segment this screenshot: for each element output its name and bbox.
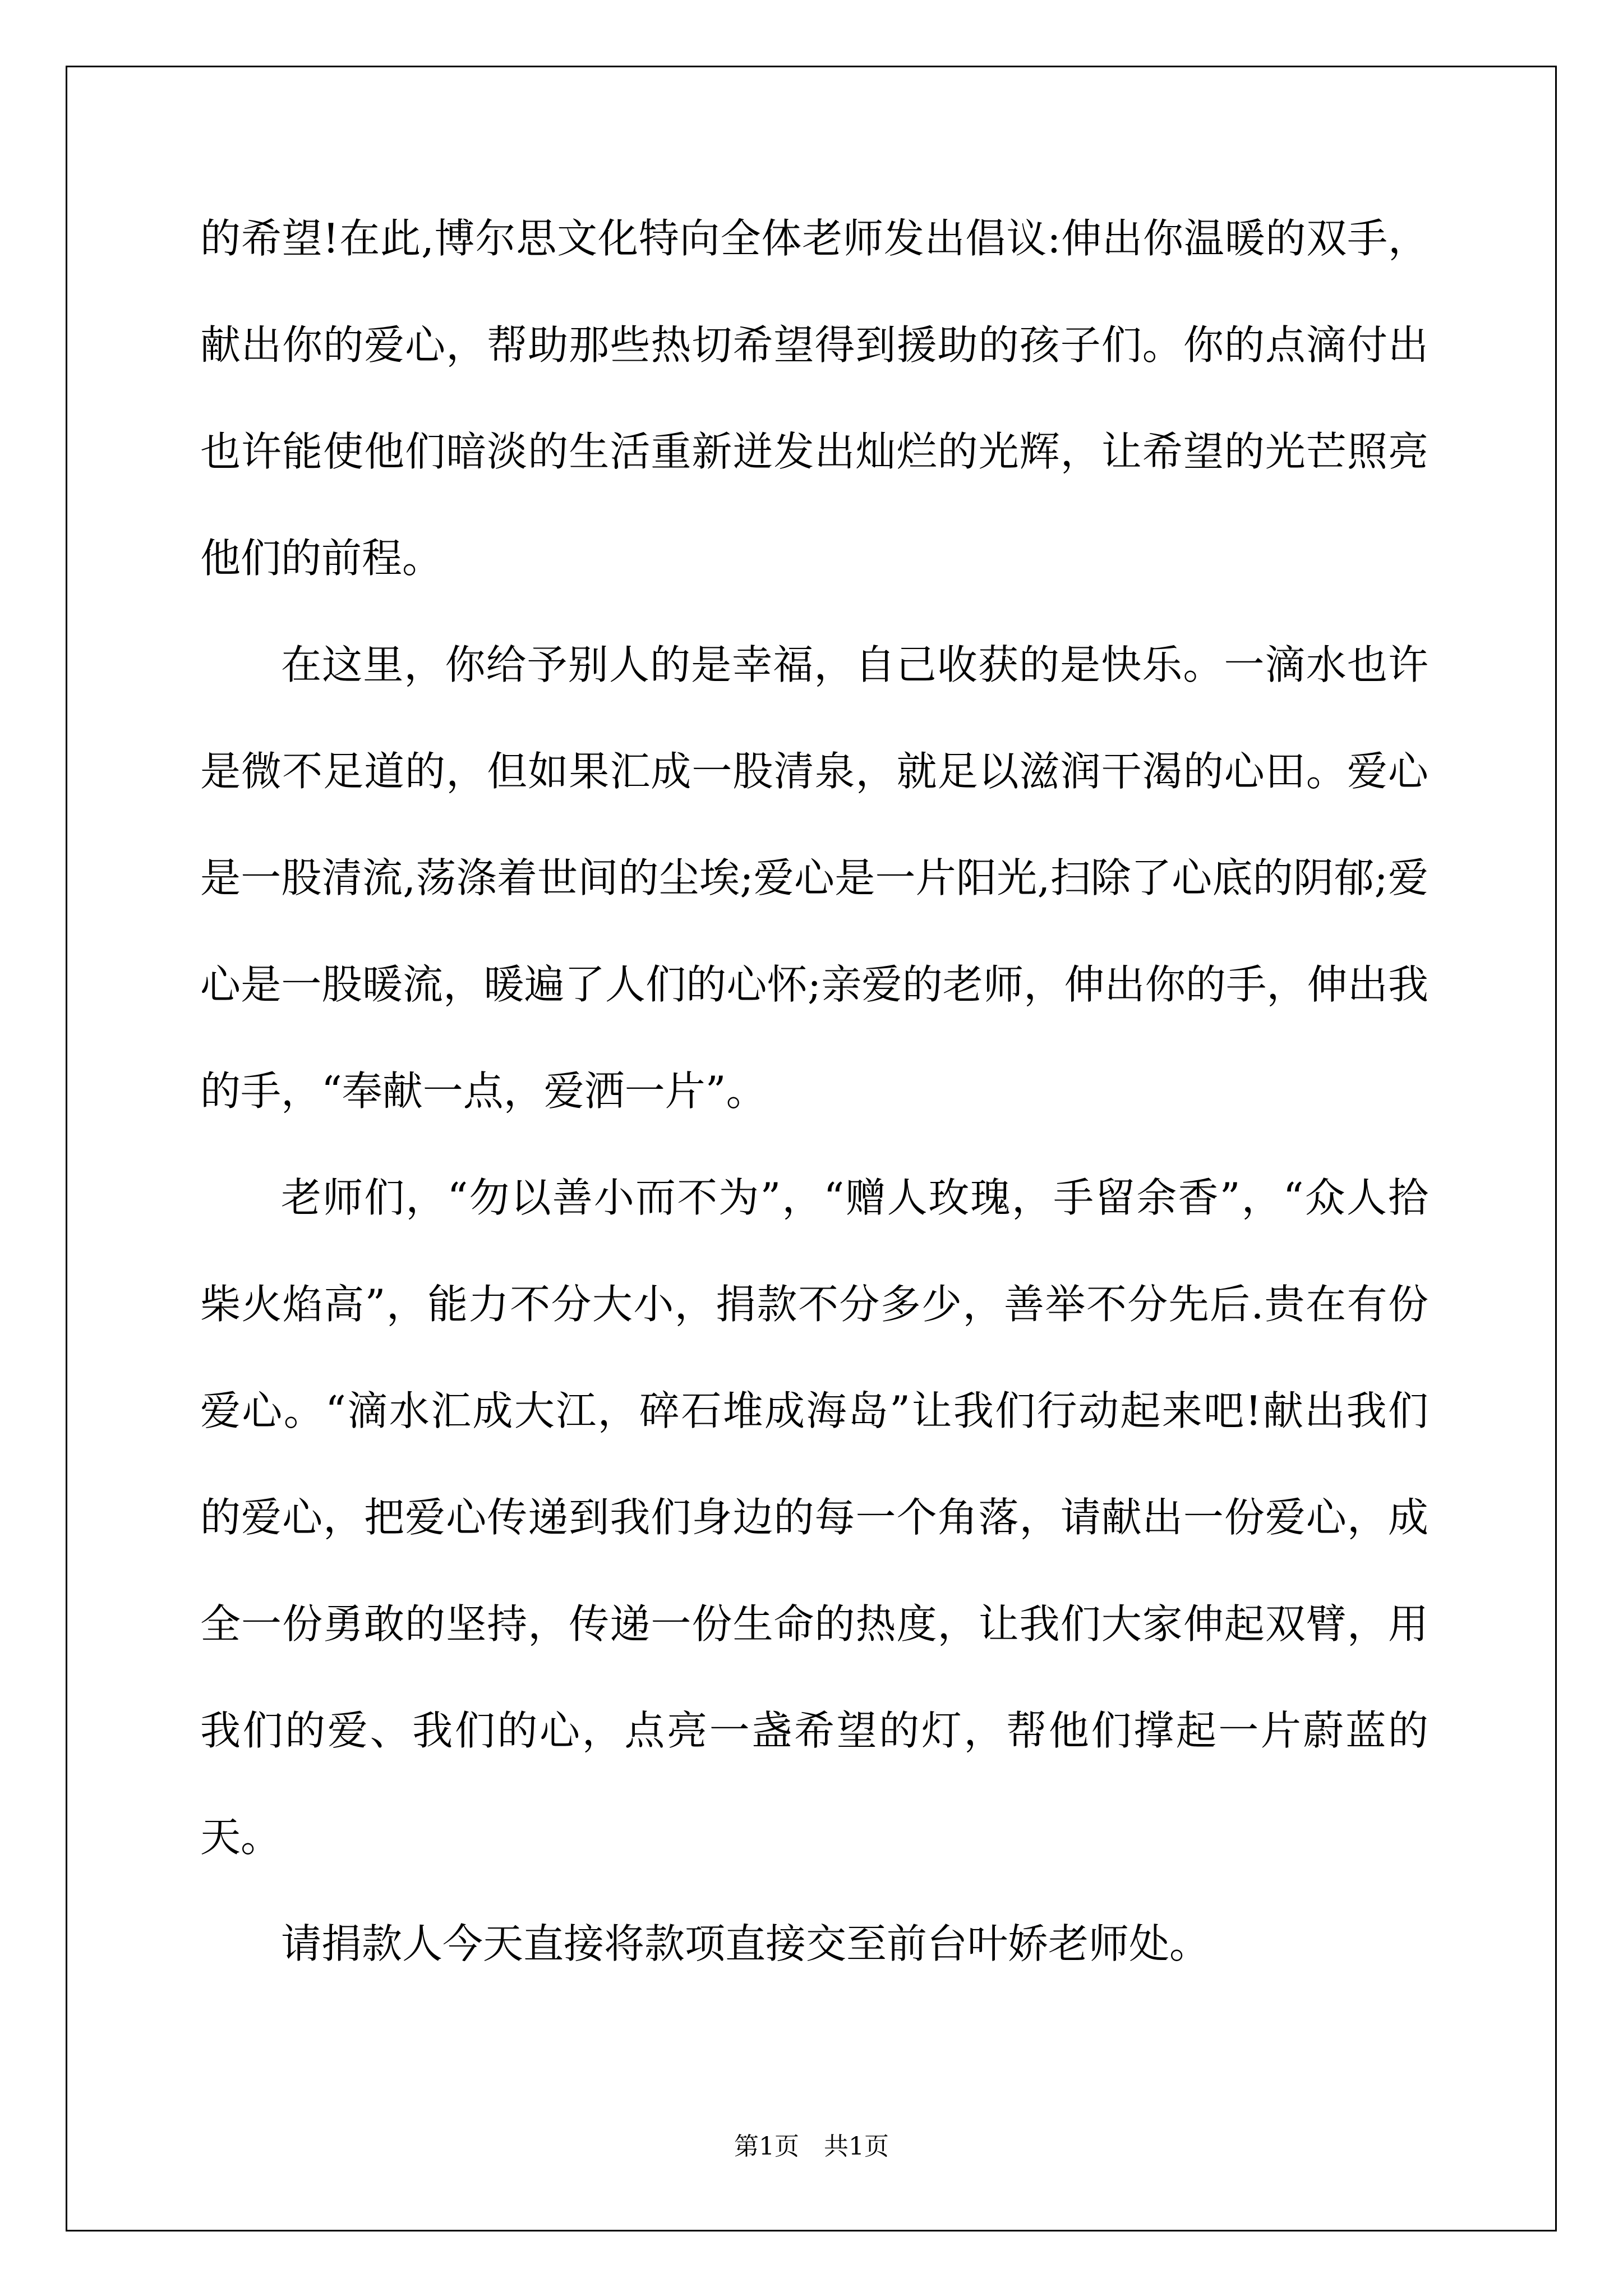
paragraph-3: 老师们，“勿以善小而不为”，“赠人玫瑰，手留余香”，“众人拾柴火焰高”，能力不分大小，捐款不分多少，善举不分先后.贵在有份爱心。“滴水汇成大江，碎石堆成海岛”让我们行动起来吧!献出我们的爱心，把爱心传递到我们身边的每一个角落，请献出一份爱心，成全一份勇敢的坚持，传递一份生命的热度，让我们大家伸起双臂，用我们的爱、我们的心，点亮一盏希望的灯，帮他们撑起一片蔚蓝的天。 xyxy=(200,1174,1428,1861)
page-footer: 第1页 共1页 xyxy=(734,2132,889,2161)
paragraph-4: 请捐款人今天直接将款项直接交至前台叶娇老师处。 xyxy=(281,1920,1210,1967)
document-body xyxy=(200,185,1428,1997)
paragraph-2: 在这里，你给予别人的是幸福，自己收获的是快乐。一滴水也许是微不足道的，但如果汇成一股清泉，就足以滋润干渴的心田。爱心是一股清流,荡涤着世间的尘埃;爱心是一片阳光,扫除了心底的阴郁;爱心是一股暖流，暖遍了人们的心怀;亲爱的老师，伸出你的手，伸出我的手，“奉献一点，爱洒一片”。 xyxy=(200,641,1428,1115)
paragraph-1: 的希望!在此,博尔思文化特向全体老师发出倡议:伸出你温暖的双手，献出你的爱心，帮助那些热切希望得到援助的孩子们。你的点滴付出也许能使他们暗淡的生活重新迸发出灿烂的光辉，让希望的光芒照亮他们的前程。 xyxy=(200,215,1428,582)
